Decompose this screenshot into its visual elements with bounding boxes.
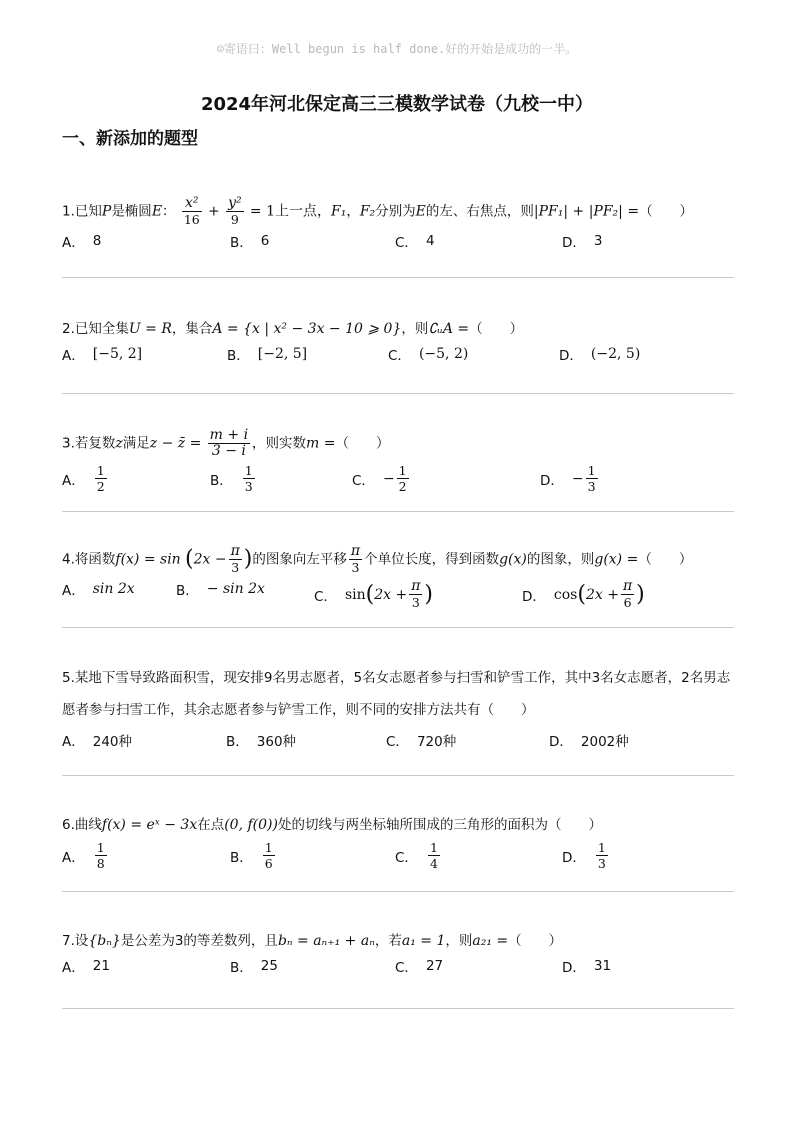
option-a[interactable]: A． 8 — [62, 233, 102, 251]
option-d[interactable]: D． 3 — [562, 233, 603, 251]
option-d[interactable]: D． cos ( 2x + $\frac{\pi}{6}$ ) — [522, 578, 645, 610]
option-d[interactable]: D． $\frac{1}{3}$ — [562, 840, 606, 871]
motto-header: ☺寄语曰：Well begun is half done.好的开始是成功的一半。 — [216, 42, 578, 56]
answer-options — [62, 952, 734, 984]
option-b[interactable]: B． [−2, 5] — [227, 346, 308, 364]
option-d[interactable]: D． − $\frac{1}{3}$ — [540, 463, 596, 494]
option-a[interactable]: A． $\frac{1}{8}$ — [62, 840, 105, 871]
divider — [62, 775, 734, 776]
question-7-stem: 7.设{bₙ}是公差为3的等差数列，且bₙ = aₙ₊₁ + aₙ，若a₁ = 1，则a₂₁ =（ ） — [62, 933, 563, 949]
answer-options — [62, 459, 734, 499]
answer-options — [62, 227, 734, 259]
option-b[interactable]: B． 6 — [230, 233, 270, 251]
question-3-stem: 3.若复数z满足z − z̄ = $\frac{m + i}{3 - i}$ ，则实数m =（ ） — [62, 427, 390, 459]
fraction: $\frac{\pi}{3}$ — [230, 543, 240, 575]
option-a[interactable]: A． [−5, 2] — [62, 346, 143, 364]
question-1-stem: 1.已知P是椭圆E： $\frac{\text{x²}}{16}$ + $\frac{\text{y²}}{9}$ = 1上一点，F₁，F₂分别为E的左、右焦点，则|PF₁| + |PF₂| =（ ） — [62, 195, 694, 227]
divider — [62, 277, 734, 278]
answer-options — [62, 340, 734, 372]
question-4 — [62, 544, 734, 615]
divider — [62, 393, 734, 394]
question-3 — [62, 428, 734, 499]
fraction: $\frac{\pi}{3}$ — [350, 543, 361, 575]
answer-options — [62, 836, 734, 876]
question-6 — [62, 814, 734, 876]
question-7 — [62, 930, 734, 984]
option-b[interactable]: B． 25 — [230, 958, 278, 976]
option-a[interactable]: A． 240种 — [62, 734, 133, 750]
option-c[interactable]: C． 720种 — [386, 734, 457, 750]
fraction: $\frac{m + i}{3 - i}$ — [209, 427, 249, 459]
question-2 — [62, 318, 734, 372]
divider — [62, 627, 734, 628]
question-6-stem: 6.曲线f(x) = eˣ − 3x在点(0, f(0))处的切线与两坐标轴所围成的三角形的面积为（ ） — [62, 817, 602, 833]
option-c[interactable]: C． − $\frac{1}{2}$ — [352, 463, 407, 494]
option-a[interactable]: A． 21 — [62, 958, 110, 976]
fraction: $\frac{\text{y²}}{9}$ — [228, 195, 242, 227]
option-b[interactable]: B． $\frac{1}{3}$ — [210, 463, 253, 494]
option-c[interactable]: C． $\frac{1}{4}$ — [395, 840, 438, 871]
question-4-stem: 4.将函数f(x) = sin (2x − $\frac{\pi}{3}$ )的图象向左平移 $\frac{\pi}{3}$ 个单位长度，得到函数g(x)的图象，则g(x) =（ ） — [62, 543, 693, 575]
option-b[interactable]: B． $\frac{1}{6}$ — [230, 840, 273, 871]
question-5 — [62, 662, 734, 758]
divider — [62, 891, 734, 892]
fraction: $\frac{\text{x²}}{16}$ — [183, 195, 200, 227]
option-d[interactable]: D． 31 — [562, 958, 612, 976]
option-a[interactable]: A． sin 2x — [62, 581, 135, 599]
question-1 — [62, 196, 734, 259]
question-2-stem: 2.已知全集U = R，集合A = {x | x² − 3x − 10 ⩾ 0}，则∁ᵤA =（ ） — [62, 321, 524, 337]
option-b[interactable]: B． 360种 — [226, 734, 297, 750]
option-c[interactable]: C． (−5, 2) — [388, 346, 469, 364]
option-c[interactable]: C． 27 — [395, 958, 444, 976]
answer-options — [62, 575, 734, 615]
question-5-stem: 5.某地下雪导致路面积雪，现安排9名男志愿者，5名女志愿者参与扫雪和铲雪工作，其中3名女志愿者，2名男志愿者参与扫雪工作，其余志愿者参与铲雪工作，则不同的安排方法共有（ ） — [62, 670, 731, 718]
divider — [62, 1008, 734, 1009]
option-a[interactable]: A． $\frac{1}{2}$ — [62, 463, 105, 494]
divider — [62, 511, 734, 512]
answer-options — [62, 726, 734, 758]
option-c[interactable]: C． 4 — [395, 233, 435, 251]
option-d[interactable]: D． 2002种 — [549, 734, 629, 750]
section-heading: 一、新添加的题型 — [62, 129, 198, 149]
page-title: 2024年河北保定高三三模数学试卷（九校一中） — [200, 94, 594, 115]
option-b[interactable]: B． − sin 2x — [176, 581, 265, 599]
option-d[interactable]: D． (−2, 5) — [559, 346, 641, 364]
option-c[interactable]: C． sin ( 2x + $\frac{\pi}{3}$ ) — [314, 578, 433, 610]
